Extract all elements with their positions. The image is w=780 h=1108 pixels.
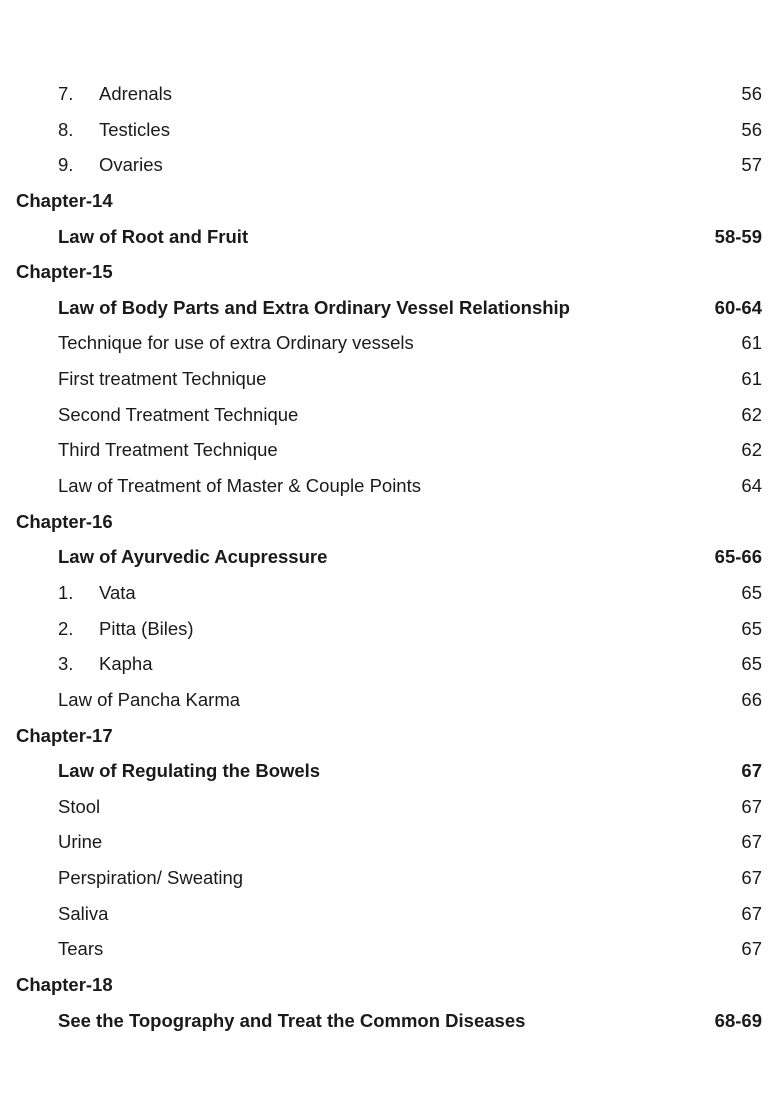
page-number: 60-64 bbox=[714, 296, 762, 318]
toc-entry bbox=[0, 646, 780, 682]
entry-title: Tears bbox=[58, 938, 104, 960]
toc-entry bbox=[0, 789, 780, 825]
entry-title: Testicles bbox=[99, 118, 170, 140]
entry-number: 3. bbox=[58, 653, 74, 675]
toc-entry bbox=[0, 896, 780, 932]
chapter-title: Chapter-15 bbox=[16, 261, 113, 283]
entry-title: Kapha bbox=[99, 653, 153, 675]
toc-entry bbox=[0, 931, 780, 967]
entry-number: 2. bbox=[58, 617, 74, 639]
entry-title: Law of Body Parts and Extra Ordinary Vessel Relationship bbox=[58, 296, 570, 318]
entry-number: 9. bbox=[58, 154, 74, 176]
page-number: 65-66 bbox=[714, 546, 762, 568]
entry-title: Saliva bbox=[58, 902, 109, 924]
page-number: 56 bbox=[741, 83, 762, 104]
page-number: 57 bbox=[741, 154, 762, 176]
toc-entry bbox=[0, 361, 780, 397]
entry-title: Law of Pancha Karma bbox=[58, 688, 241, 710]
page-number: 68-69 bbox=[714, 1009, 762, 1031]
toc-entry bbox=[0, 860, 780, 896]
page-number: 67 bbox=[741, 938, 762, 960]
entry-number: 7. bbox=[58, 83, 74, 104]
page-number: 67 bbox=[741, 902, 762, 924]
entry-number: 8. bbox=[58, 118, 74, 140]
toc-entry bbox=[0, 682, 780, 718]
entry-title: Stool bbox=[58, 795, 101, 817]
chapter-title: Chapter-14 bbox=[16, 189, 113, 211]
page-number: 65 bbox=[741, 617, 762, 639]
entry-title: Urine bbox=[58, 831, 103, 853]
toc-entry bbox=[0, 575, 780, 611]
entry-title: First treatment Technique bbox=[58, 368, 267, 390]
entry-title: Pitta (Biles) bbox=[99, 617, 194, 639]
page-number: 67 bbox=[741, 795, 762, 817]
page-number: 56 bbox=[741, 118, 762, 140]
toc-entry bbox=[0, 432, 780, 468]
toc-entry bbox=[0, 539, 780, 575]
page-number: 64 bbox=[741, 475, 762, 497]
page-number: 65 bbox=[741, 653, 762, 675]
entry-title: Technique for use of extra Ordinary vessels bbox=[58, 332, 414, 354]
chapter-title: Chapter-16 bbox=[16, 510, 113, 532]
page-number: 67 bbox=[741, 760, 762, 782]
chapter-heading bbox=[0, 183, 780, 219]
chapter-title: Chapter-17 bbox=[16, 724, 113, 746]
page-number: 58-59 bbox=[714, 225, 762, 247]
toc-entry bbox=[0, 112, 780, 148]
table-of-contents bbox=[0, 76, 780, 1038]
entry-title: Perspiration/ Sweating bbox=[58, 867, 244, 889]
page-number: 66 bbox=[741, 688, 762, 710]
toc-entry bbox=[0, 290, 780, 326]
entry-number: 1. bbox=[58, 581, 74, 603]
page-number: 65 bbox=[741, 581, 762, 603]
toc-entry bbox=[0, 325, 780, 361]
toc-entry bbox=[0, 611, 780, 647]
entry-title: See the Topography and Treat the Common Diseases bbox=[58, 1009, 526, 1031]
entry-title: Law of Root and Fruit bbox=[58, 225, 249, 247]
chapter-heading bbox=[0, 504, 780, 540]
page-number: 62 bbox=[741, 439, 762, 461]
chapter-heading bbox=[0, 967, 780, 1003]
entry-title: Law of Ayurvedic Acupressure bbox=[58, 546, 328, 568]
page-number: 62 bbox=[741, 403, 762, 425]
page-number: 61 bbox=[741, 332, 762, 354]
entry-title: Adrenals bbox=[99, 83, 173, 104]
entry-title: Second Treatment Technique bbox=[58, 403, 299, 425]
chapter-heading bbox=[0, 718, 780, 754]
page-number: 61 bbox=[741, 368, 762, 390]
toc-entry bbox=[0, 76, 780, 112]
toc-entry bbox=[0, 1003, 780, 1039]
entry-title: Vata bbox=[99, 581, 136, 603]
toc-entry bbox=[0, 147, 780, 183]
entry-title: Law of Regulating the Bowels bbox=[58, 760, 321, 782]
entry-title: Ovaries bbox=[99, 154, 163, 176]
toc-entry bbox=[0, 219, 780, 255]
toc-entry bbox=[0, 468, 780, 504]
chapter-title: Chapter-18 bbox=[16, 974, 113, 996]
toc-entry bbox=[0, 824, 780, 860]
page-number: 67 bbox=[741, 867, 762, 889]
toc-entry bbox=[0, 397, 780, 433]
entry-title: Third Treatment Technique bbox=[58, 439, 278, 461]
entry-title: Law of Treatment of Master & Couple Points bbox=[58, 475, 421, 497]
page-number: 67 bbox=[741, 831, 762, 853]
chapter-heading bbox=[0, 254, 780, 290]
toc-entry bbox=[0, 753, 780, 789]
